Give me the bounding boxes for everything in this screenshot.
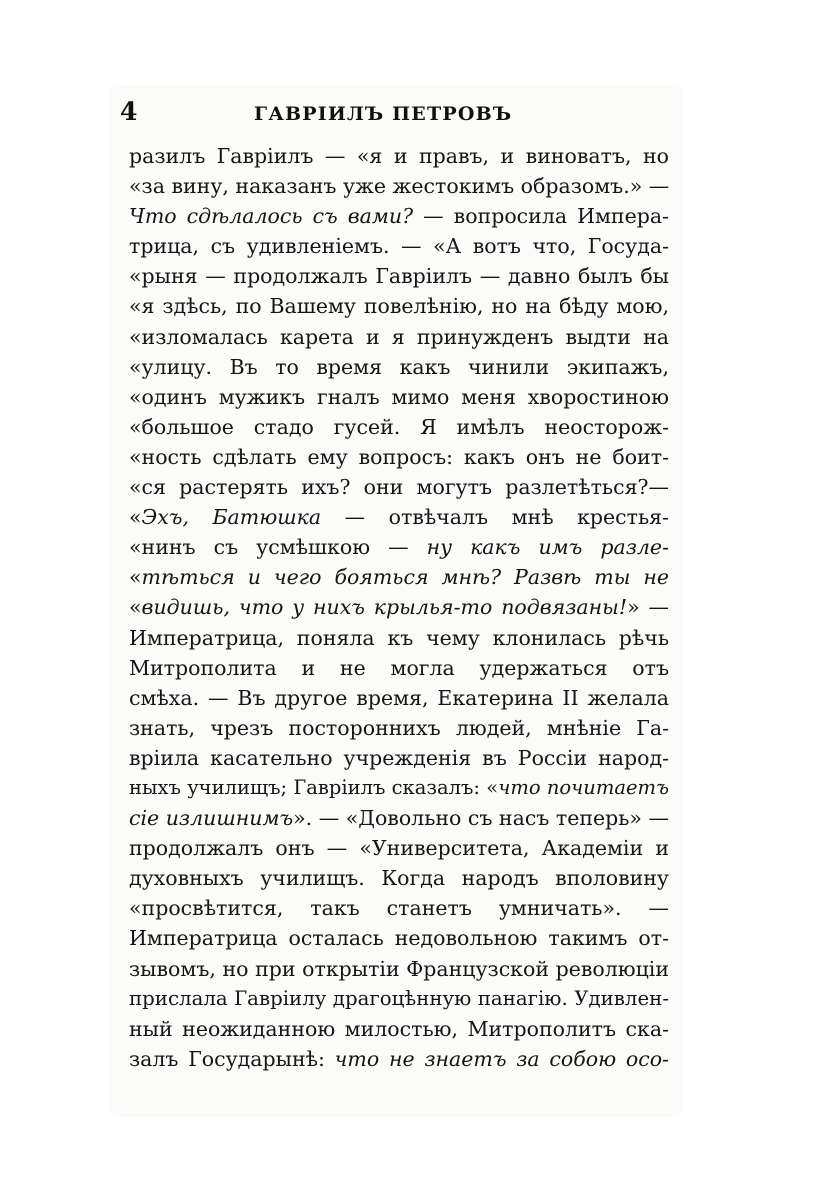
text-segment: ный неожиданною милостью, Митрополитъ ска- bbox=[129, 1016, 669, 1041]
text-line bbox=[129, 773, 669, 803]
text-line bbox=[129, 201, 669, 231]
text-line bbox=[129, 502, 669, 532]
text-line bbox=[129, 261, 669, 291]
text-line bbox=[129, 592, 669, 622]
text-line bbox=[129, 954, 669, 984]
text-line bbox=[129, 713, 669, 743]
text-line bbox=[129, 442, 669, 472]
text-line bbox=[129, 562, 669, 592]
text-segment: знать, чрезъ постороннихъ людей, мнѣніе Га- bbox=[129, 715, 669, 740]
page-number: 4 bbox=[120, 97, 138, 126]
text-segment: смѣха. — Въ другое время, Екатерина II желала bbox=[129, 685, 669, 710]
text-line bbox=[129, 532, 669, 562]
text-line bbox=[129, 893, 669, 923]
text-segment: трица, съ удивленіемъ. — «А вотъ что, Госуда- bbox=[129, 234, 669, 259]
text-line bbox=[129, 322, 669, 352]
text-line bbox=[129, 923, 669, 953]
italic-segment: что почитаетъ bbox=[498, 775, 669, 799]
italic-segment: видишь, что у нихъ крылья-то подвязаны! bbox=[141, 595, 628, 620]
text-line bbox=[129, 412, 669, 442]
text-segment: зывомъ, но при открытіи Французской революціи bbox=[129, 956, 669, 981]
text-line bbox=[129, 382, 669, 412]
text-line bbox=[129, 803, 669, 833]
italic-segment: Что сдѣлалось съ вами? bbox=[129, 204, 414, 229]
text-line bbox=[129, 171, 669, 201]
text-line bbox=[129, 683, 669, 713]
text-line bbox=[129, 623, 669, 653]
text-segment: «улицу. Въ то время какъ чинили экипажъ, bbox=[129, 354, 669, 379]
text-segment: ». — «Довольно съ насъ теперь» — bbox=[293, 806, 669, 831]
text-segment: Митрополита и не могла удержаться отъ bbox=[129, 655, 669, 680]
text-segment: « bbox=[129, 595, 142, 620]
text-segment: « bbox=[129, 565, 142, 590]
text-line bbox=[129, 833, 669, 863]
text-segment: «просвѣтится, такъ станетъ умничать». — bbox=[129, 896, 669, 921]
text-segment: залъ Государынѣ: bbox=[129, 1046, 335, 1071]
text-line bbox=[129, 291, 669, 321]
running-head: ГАВРІИЛЪ ПЕТРОВЪ bbox=[254, 103, 513, 125]
text-line bbox=[129, 984, 669, 1014]
text-segment: «одинъ мужикъ гналъ мимо меня хворостиною bbox=[129, 384, 669, 409]
text-segment: Императрица, поняла къ чему клонилась рѣчь bbox=[129, 625, 669, 650]
text-segment: Императрица осталась недовольною такимъ от- bbox=[129, 926, 669, 951]
text-segment: «ся растерять ихъ? они могутъ разлетѣться?— bbox=[129, 475, 669, 500]
text-segment: » — bbox=[627, 595, 669, 620]
italic-segment: сіе излишнимъ bbox=[129, 806, 294, 831]
text-line bbox=[129, 141, 669, 171]
italic-segment: ну какъ имъ разле- bbox=[426, 535, 669, 560]
text-segment: «нинъ съ усмѣшкою — bbox=[129, 535, 427, 560]
text-segment: прислала Гавріилу драгоцѣнную панагію. Удивлен- bbox=[129, 986, 669, 1010]
italic-segment: тѣться и чего бояться мнѣ? Развѣ ты не bbox=[141, 565, 669, 590]
text-segment: разилъ Гавріилъ — «я и правъ, и виноватъ, но bbox=[129, 144, 669, 168]
text-line bbox=[129, 352, 669, 382]
text-line bbox=[129, 653, 669, 683]
text-segment: — отвѣчалъ мнѣ крестья- bbox=[321, 505, 669, 530]
italic-segment: Эхъ, Батюшка bbox=[141, 505, 322, 530]
italic-segment: что не знаетъ за собою осо- bbox=[334, 1046, 669, 1071]
body-text bbox=[129, 141, 669, 1074]
text-segment: «за вину, наказанъ уже жестокимъ образомъ.» — bbox=[129, 174, 670, 199]
text-segment: «рыня — продолжалъ Гавріилъ — давно былъ бы bbox=[129, 264, 669, 289]
text-segment: духовныхъ училищъ. Когда народъ вполовину bbox=[129, 866, 669, 891]
text-segment: «я здѣсь, по Вашему повелѣнію, но на бѣду мою, bbox=[129, 294, 669, 319]
text-segment: «изломалась карета и я принужденъ выдти на bbox=[129, 324, 669, 349]
text-segment: «большое стадо гусей. Я имѣлъ неосторож- bbox=[129, 414, 669, 439]
text-line bbox=[129, 472, 669, 502]
text-segment: « bbox=[129, 505, 142, 530]
text-line bbox=[129, 863, 669, 893]
text-line bbox=[129, 1044, 669, 1074]
text-segment: ныхъ училищъ; Гавріилъ сказалъ: « bbox=[129, 775, 499, 799]
text-line bbox=[129, 1014, 669, 1044]
text-segment: вріила касательно учрежденія въ Россіи народ- bbox=[129, 745, 669, 770]
text-segment: продолжалъ онъ — «Университета, Академіи и bbox=[129, 836, 669, 861]
text-segment: — вопросила Импера- bbox=[413, 204, 669, 229]
text-line bbox=[129, 743, 669, 773]
text-segment: «ность сдѣлать ему вопросъ: какъ онъ не боит- bbox=[129, 444, 669, 469]
text-line bbox=[129, 231, 669, 261]
